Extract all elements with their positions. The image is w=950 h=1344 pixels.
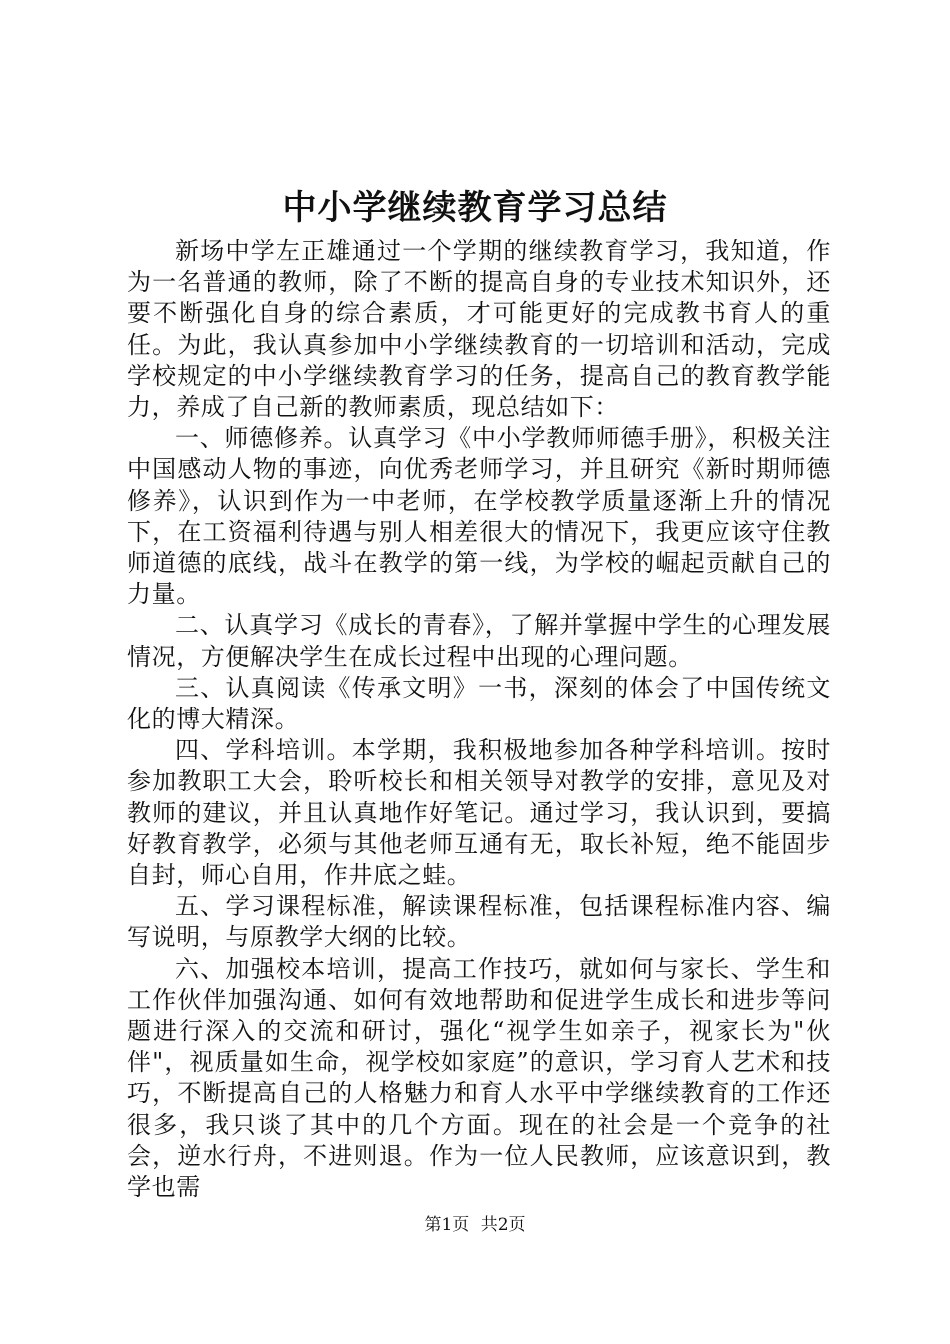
paragraph-youth-study: 二、认真学习《成长的青春》，了解并掌握中学生的心理发展情况，方便解决学生在成长过程中出现的心理问题。: [127, 611, 831, 671]
document-title: 中小学继续教育学习总结: [282, 188, 668, 228]
page-footer: [0, 1214, 950, 1236]
page-total: 共2页: [480, 1215, 526, 1235]
paragraph-curriculum-standards: 五、学习课程标准，解读课程标准，包括课程标准内容、编写说明，与原教学大纲的比较。: [127, 892, 831, 952]
paragraph-intro: 新场中学左正雄通过一个学期的继续教育学习，我知道，作为一名普通的教师，除了不断的提高自身的专业技术知识外，还要不断强化自身的综合素质，才可能更好的完成教书育人的重任。为此，我认真参加中小学继续教育的一切培训和活动，完成学校规定的中小学继续教育学习的任务，提高自己的教育教学能力，养成了自己新的教师素质，现总结如下：: [127, 237, 831, 422]
paragraph-school-training: 六、加强校本培训，提高工作技巧，就如何与家长、学生和工作伙伴加强沟通、如何有效地帮助和促进学生成长和进步等问题进行深入的交流和研讨，强化“视学生如亲子，视家长为"伙伴"，视质量如生命，视学校如家庭”的意识，学习育人艺术和技巧，不断提高自己的人格魅力和育人水平中学继续教育的工作还很多，我只谈了其中的几个方面。现在的社会是一个竞争的社会，逆水行舟，不进则退。作为一位人民教师，应该意识到，教学也需: [127, 954, 831, 1202]
paragraph-culture-reading: 三、认真阅读《传承文明》一书，深刻的体会了中国传统文化的博大精深。: [127, 673, 831, 734]
paragraph-subject-training: 四、学科培训。本学期，我积极地参加各种学科培训。按时参加教职工大会，聆听校长和相关领导对教学的安排，意见及对教师的建议，并且认真地作好笔记。通过学习，我认识到，要搞好教育教学，必须与其他老师互通有无，取长补短，绝不能固步自封，师心自用，作井底之蛙。: [127, 736, 831, 890]
page-number: 第1页: [424, 1215, 470, 1235]
document-body: [127, 236, 831, 1203]
paragraph-ethics: 一、师德修养。认真学习《中小学教师师德手册》，积极关注中国感动人物的事迹，向优秀老师学习，并且研究《新时期师德修养》，认识到作为一中老师，在学校教学质量逐渐上升的情况下，在工资福利待遇与别人相差很大的情况下，我更应该守住教师道德的底线，战斗在教学的第一线，为学校的崛起贡献自己的力量。: [127, 424, 831, 609]
